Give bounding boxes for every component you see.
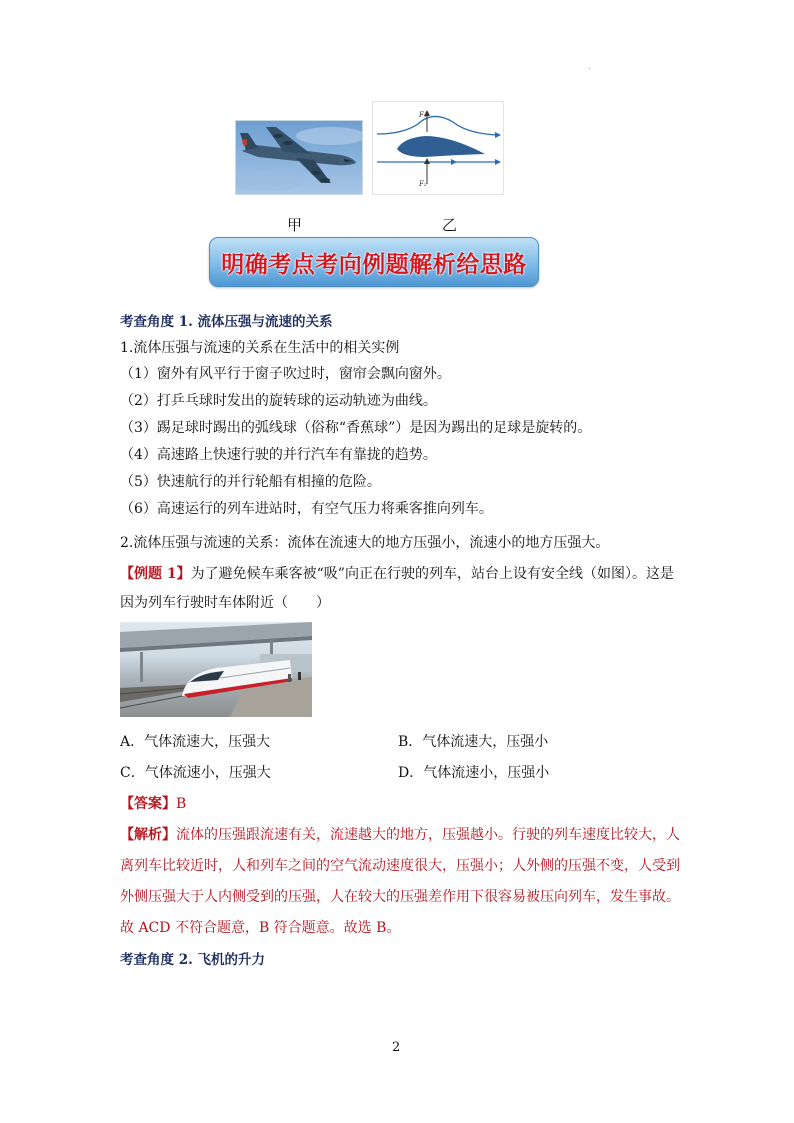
analysis-line4: 故 ACD 不符合题意，B 符合题意。故选 B。 — [120, 920, 401, 936]
answer-tag: 【答案】 — [120, 796, 176, 812]
section2-heading: 考查角度 2. 飞机的升力 — [120, 952, 265, 968]
train-platform-photo — [120, 622, 312, 717]
caption-jia: 甲 — [287, 216, 303, 234]
example-item: （3）踢足球时踢出的弧线球（俗称“香蕉球”）是因为踢出的足球是旋转的。 — [120, 420, 592, 436]
example1-stem-line2: 因为列车行驶时车体附近（ ） — [120, 595, 330, 611]
answer-value: B — [176, 796, 187, 812]
example-item: （5）快速航行的并行轮船有相撞的危险。 — [120, 474, 381, 490]
caption-yi: 乙 — [442, 216, 458, 234]
option-b: B．气体流速大，压强小 — [398, 734, 549, 750]
airplane-photo — [235, 120, 363, 195]
analysis-line1: 流体的压强跟流速有关，流速越大的地方，压强越小。行驶的列车速度比较大，人 — [176, 827, 680, 843]
analysis-tag: 【解析】 — [120, 827, 176, 843]
option-a: A．气体流速大，压强大 — [120, 734, 271, 750]
section1-heading: 考查角度 1. 流体压强与流速的关系 — [120, 314, 333, 330]
option-d: D．气体流速小，压强小 — [398, 765, 550, 781]
wing-airflow-diagram — [372, 101, 504, 195]
analysis-line — [120, 824, 680, 844]
example1-stem-line1: 为了避免候车乘客被“吸”向正在行驶的列车，站台上设有安全线（如图）。这是 — [190, 566, 674, 582]
force-top-label: F₁ — [419, 111, 427, 119]
banner-title: 明确考点考向例题解析给思路 — [221, 251, 527, 278]
force-bottom-label: F₂ — [419, 180, 427, 188]
analysis-line3: 外侧压强大于人内侧受到的压强，人在较大的压强差作用下很容易被压向列车，发生事故。 — [120, 889, 680, 905]
example1-stem — [120, 563, 674, 583]
analysis-line2: 离列车比较近时，人和列车之间的空气流动速度很大，压强小；人外侧的压强不变，人受到 — [120, 858, 680, 874]
option-c: C．气体流速小，压强大 — [120, 765, 271, 781]
answer-line — [120, 793, 186, 813]
example1-tag: 【例题 1】 — [120, 566, 191, 582]
corner-dot: . — [588, 62, 591, 71]
example-item: （2）打乒乓球时发出的旋转球的运动轨迹为曲线。 — [120, 393, 437, 409]
point2-text: 2.流体压强与流速的关系：流体在流速大的地方压强小，流速小的地方压强大。 — [120, 535, 610, 551]
example-item: （4）高速路上快速行驶的并行汽车有靠拢的趋势。 — [120, 447, 437, 463]
example-item: （6）高速运行的列车进站时，有空气压力将乘客推向列车。 — [120, 501, 493, 517]
example-item: （1）窗外有风平行于窗子吹过时，窗帘会飘向窗外。 — [120, 366, 451, 382]
point1-title: 1.流体压强与流速的关系在生活中的相关实例 — [120, 340, 400, 356]
page-number: 2 — [392, 1040, 401, 1055]
section-banner — [209, 237, 539, 287]
